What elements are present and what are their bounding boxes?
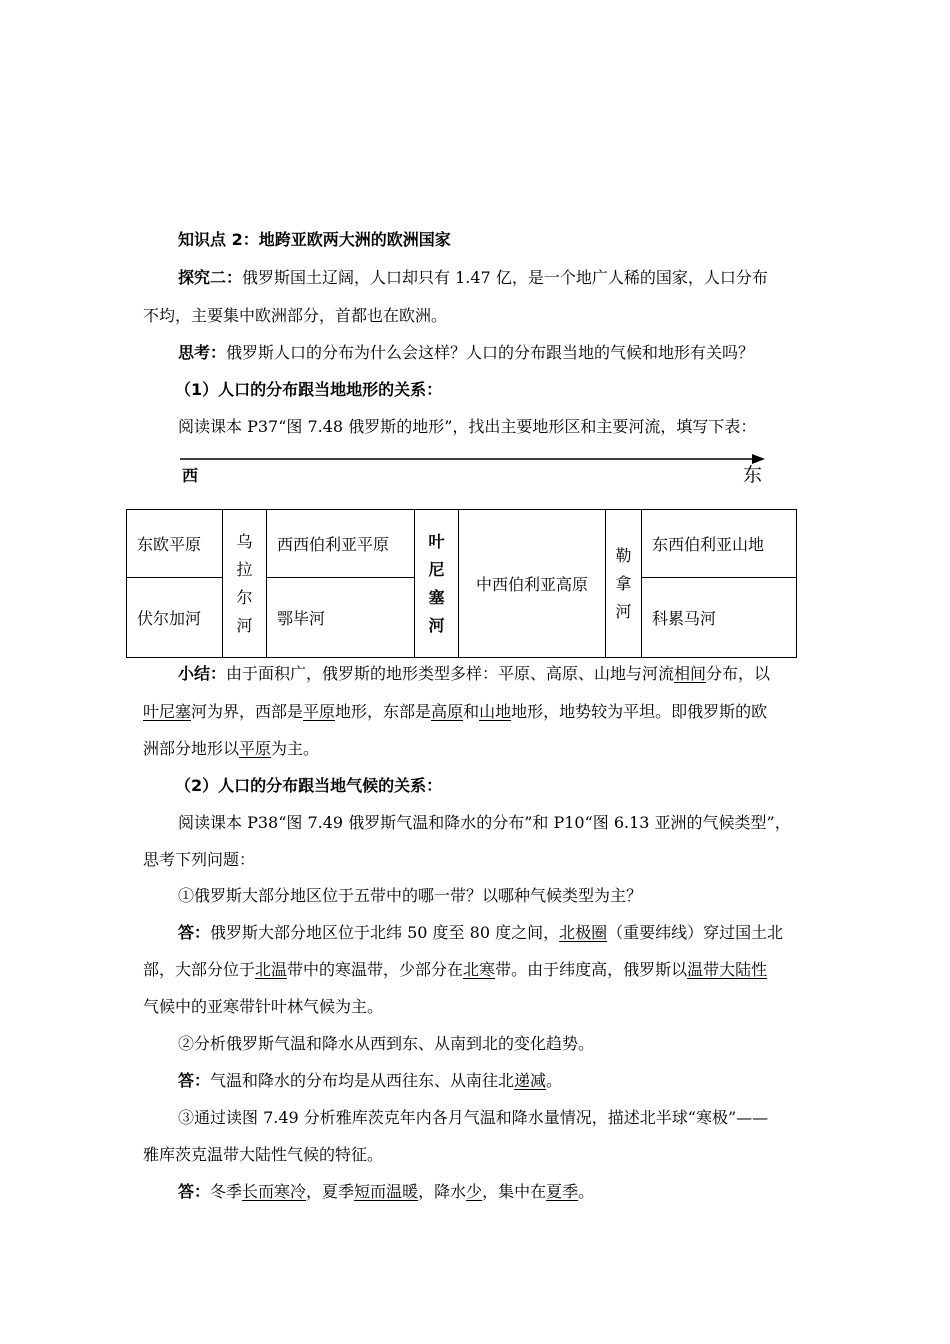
cell-east-european-plain: 东欧平原 [127,510,223,578]
explore-text: 俄罗斯国土辽阔，人口却只有 1.47 亿，是一个地广人稀的国家，人口分布 [242,268,768,287]
summary-line2: 叶尼塞河为界，西部是平原地形，东部是高原和山地地形，地势较为平坦。即俄罗斯的欧 [143,702,768,721]
question-3-line1: ③通过读图 7.49 分析雅库茨克年内各月气温和降水量情况，描述北半球“寒极”—— [178,1108,769,1127]
east-label: 东 [743,464,763,486]
part1-title: （1）人口的分布跟当地地形的关系： [175,380,443,399]
answer-label: 答： [178,923,211,942]
question-2: ②分析俄罗斯气温和降水从西到东、从南到北的变化趋势。 [178,1034,595,1053]
think-text: 俄罗斯人口的分布为什么会这样？人口的分布跟当地的气候和地形有关吗？ [226,343,755,362]
cell-east-siberian-mountains: 东西伯利亚山地 [642,510,797,578]
section-heading: 知识点 2：地跨亚欧两大洲的欧洲国家 [178,230,451,249]
cell-kolyma-river: 科累马河 [642,578,797,658]
summary-label: 小结： [178,664,227,683]
answer-2: 答：气温和降水的分布均是从西往东、从南往北递减。 [178,1071,563,1090]
cell-ob-river: 鄂毕河 [267,578,415,658]
answer-label: 答： [178,1182,211,1201]
cell-lena-river: 勒 拿 河 [606,510,642,658]
answer-1-line1: 答：俄罗斯大部分地区位于北纬 50 度至 80 度之间，北极圈（重要纬线）穿过国土北 [178,923,784,942]
summary-line1: 小结：由于面积广，俄罗斯的地形类型多样：平原、高原、山地与河流相间分布，以 [178,664,771,683]
explore-paragraph-line1 [178,268,768,288]
cell-yenisei-river: 叶 尼 塞 河 [415,510,459,658]
question-3-line2: 雅库茨克温带大陆性气候的特征。 [143,1145,384,1164]
cell-west-siberian-plain: 西西伯利亚平原 [267,510,415,578]
part2-title: （2）人口的分布跟当地气候的关系： [175,776,443,795]
explore-label: 探究二： [178,268,243,287]
answer-3: 答：冬季长而寒冷，夏季短而温暖，降水少，集中在夏季。 [178,1182,595,1201]
think-paragraph [178,343,754,363]
part2-instruction-line1: 阅读课本 P38“图 7.49 俄罗斯气温和降水的分布”和 P10“图 6.13 亚洲的气候类型”， [178,813,791,832]
terrain-table [126,509,797,658]
part1-instruction: 阅读课本 P37“图 7.48 俄罗斯的地形”，找出主要地形区和主要河流，填写下表： [178,417,757,436]
answer-1-line3: 气候中的亚寒带针叶林气候为主。 [143,997,384,1016]
explore-paragraph-line2: 不均，主要集中欧洲部分，首都也在欧洲。 [143,306,448,325]
think-label: 思考： [178,343,227,362]
cell-ural-river: 乌 拉 尔 河 [223,510,267,658]
summary-line3: 洲部分地形以平原为主。 [143,739,320,758]
west-east-arrow [180,448,765,470]
west-label: 西 [182,466,199,485]
answer-label: 答： [178,1071,211,1090]
cell-central-siberian-plateau: 中西伯利亚高原 [459,510,606,658]
answer-1-line2: 部，大部分位于北温带中的寒温带，少部分在北寒带。由于纬度高，俄罗斯以温带大陆性 [143,960,768,979]
question-1: ①俄罗斯大部分地区位于五带中的哪一带？以哪种气候类型为主？ [178,886,643,905]
part2-instruction-line2: 思考下列问题： [143,850,256,869]
cell-volga-river: 伏尔加河 [127,578,223,658]
